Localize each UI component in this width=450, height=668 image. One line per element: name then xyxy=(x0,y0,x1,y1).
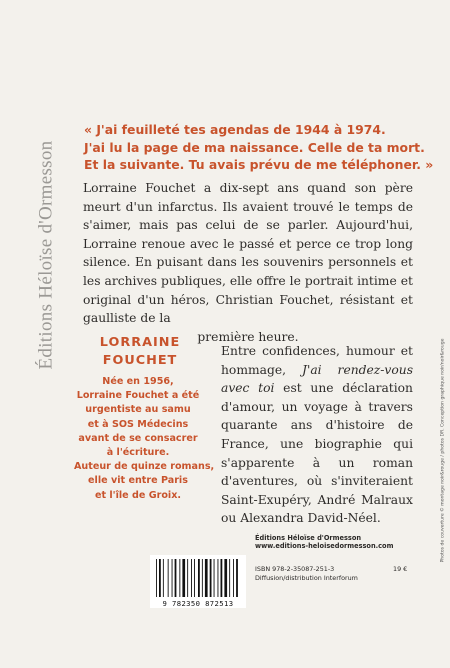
bio-line: avant de se consacrer xyxy=(78,432,198,444)
summary-last-line: première heure. xyxy=(197,329,299,344)
barcode-bar xyxy=(229,559,230,597)
author-last-name: FOUCHET xyxy=(102,353,178,368)
bio-line: Auteur de quinze romans, xyxy=(74,461,215,473)
barcode-bar xyxy=(163,559,164,597)
quote-line: Et la suivante. Tu avais prévu de me téléphoner. » xyxy=(84,157,434,172)
blurb-text-start: Entre confidences, humour et hommage, xyxy=(221,344,413,377)
barcode-bar xyxy=(221,559,223,597)
bio-line: à l'écriture. xyxy=(106,447,170,459)
author-name xyxy=(70,334,210,370)
barcode-bar xyxy=(236,559,238,597)
cover-credit-text: Photos de couverture © montage noir&rouge / photos DR. Conception graphique noir/noir&rouge xyxy=(440,338,446,562)
barcode-bar xyxy=(224,559,227,597)
bio-line: et à SOS Médecins xyxy=(87,418,189,430)
barcode-bar xyxy=(191,559,192,597)
barcode-bar xyxy=(187,559,188,597)
bio-line: Née en 1956, xyxy=(102,376,174,387)
barcode xyxy=(150,555,246,608)
spine-publisher-label: Éditions Héloïse d'Ormesson xyxy=(35,140,57,370)
bio-line: urgentiste au samu xyxy=(85,404,191,416)
barcode-bar xyxy=(172,559,173,597)
publisher-website: www.editions-heloisedormesson.com xyxy=(255,542,394,550)
bio-line: et l'île de Groix. xyxy=(94,489,182,501)
bio-line: Lorraine Fouchet a été xyxy=(76,390,200,402)
blurb-paragraph xyxy=(221,342,413,528)
barcode-digits: 9 782350 872513 xyxy=(162,599,234,608)
barcode-bar xyxy=(159,559,161,597)
blurb-text-end: est une déclaration d'amour, un voyage à travers quarante ans d'histoire de France, une biographie qui s'apparente à un roman d'aventures, où s'inviteraient Saint-Exupéry, André Malraux ou Alexandra David-Néel. xyxy=(221,381,413,526)
quote-line: « J'ai feuilleté tes agendas de 1944 à 1974. xyxy=(84,122,386,137)
isbn: ISBN 978-2-35087-251-3 xyxy=(255,565,335,573)
price: 19 € xyxy=(393,565,408,573)
barcode-bar xyxy=(198,559,200,597)
barcode-bar xyxy=(182,559,185,597)
barcode-bar xyxy=(168,559,169,597)
barcode-bar xyxy=(218,559,219,597)
barcode-bar xyxy=(156,559,157,597)
book-title: J'ai rendez-vous avec toi xyxy=(221,362,413,396)
author-first-name: LORRAINE xyxy=(99,335,181,350)
spine-publisher-text xyxy=(36,40,56,470)
quote-line: J'ai lu la page de ma naissance. Celle de ta mort. xyxy=(84,139,425,155)
author-bio xyxy=(74,375,215,503)
summary-text: Lorraine Fouchet a dix-sept ans quand son père meurt d'un infarctus. Ils avaient trouvé le temps de s'aimer, mais pas celui de se parler. Aujourd'hui, Lorraine renoue avec le passé et perce ce trop long silence. En puisant dans les souvenirs personnels et les archives publiques, elle offre le portrait intime et original d'un héros, Christian Fouchet, résistant et gaulliste de la xyxy=(83,181,413,326)
barcode-bar xyxy=(179,559,180,597)
pull-quote xyxy=(84,121,434,174)
summary-paragraph xyxy=(83,179,413,346)
distribution: Diffusion/distribution Interforum xyxy=(255,574,358,582)
barcode-bar xyxy=(233,559,234,597)
barcode-bars-icon xyxy=(154,559,242,599)
publisher-name: Éditions Héloïse d'Ormesson xyxy=(255,534,362,542)
barcode-bar xyxy=(205,559,208,597)
cover-credit xyxy=(438,300,448,600)
barcode-bar xyxy=(210,559,212,597)
barcode-bar xyxy=(175,559,177,597)
barcode-bar xyxy=(194,559,195,597)
barcode-bar xyxy=(214,559,215,597)
barcode-bar xyxy=(202,559,203,597)
bio-line: elle vit entre Paris xyxy=(88,475,188,487)
